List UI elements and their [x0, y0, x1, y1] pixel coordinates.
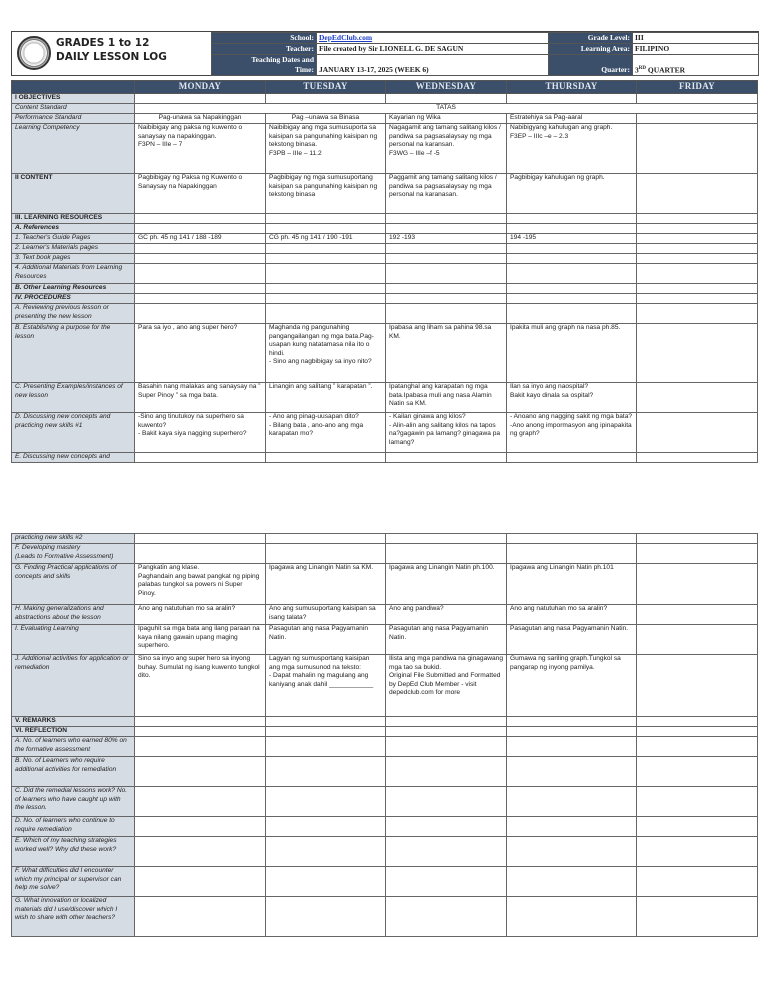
procedures-heading: IV. PROCEDURES — [12, 294, 135, 304]
proc-j-friday — [637, 655, 758, 717]
day-header-wednesday: WEDNESDAY — [386, 81, 507, 94]
tb-label: 3. Text book pages — [12, 254, 135, 264]
proc-i-thursday: Pasagutan ang nasa Pagyamanin Natin. — [507, 625, 637, 655]
proc-e-label-part1: E. Discussing new concepts and — [12, 453, 135, 463]
proc-d-wednesday: - Kailan ginawa ang kilos? - Alin-alin ang salitang kilos na tapos na?gagawin pa lamang? ginagawa pa lamang? — [386, 413, 507, 453]
quarter-label: Quarter: — [549, 55, 633, 76]
proc-h-friday — [637, 605, 758, 625]
references-heading: A. References — [12, 224, 135, 234]
content-monday: Pagbibigay ng Paksa ng Kuwento o Sanaysay na Napakinggan — [135, 174, 266, 214]
lesson-log-table-part2 — [11, 533, 758, 937]
proc-a-label: A. Reviewing previous lesson or presenting the new lesson — [12, 304, 135, 324]
proc-d-label: D. Discussing new concepts and practicing new skills #1 — [12, 413, 135, 453]
proc-b-monday: Para sa iyo , ano ang super hero? — [135, 324, 266, 383]
tg-friday — [637, 234, 758, 244]
proc-g-wednesday: Ipagawa ang Linangin Natin ph.100. — [386, 564, 507, 605]
quarter-value: 3RD QUARTER — [633, 55, 759, 76]
reflection-f-label: F. What difficulties did I encounter which my principal or supervisor can help me solve? — [12, 867, 135, 897]
content-label: II CONTENT — [12, 174, 135, 214]
proc-h-monday: Ano ang natutuhan mo sa aralin? — [135, 605, 266, 625]
tg-thursday: 194 -195 — [507, 234, 637, 244]
proc-g-label: G. Finding Practical applications of concepts and skills — [12, 564, 135, 605]
proc-b-friday — [637, 324, 758, 383]
lc-friday — [637, 124, 758, 174]
ps-monday: Pag-unawa sa Napakinggan — [135, 114, 266, 124]
dll-header — [11, 31, 759, 76]
logo-box — [12, 32, 212, 75]
tg-monday: GC ph. 45 ng 141 / 188 -189 — [135, 234, 266, 244]
content-thursday: Pagbibigay kahulugan ng graph. — [507, 174, 637, 214]
proc-e-label-part2: practicing new skills #2 — [12, 534, 135, 544]
lc-thursday: Nabibigyang kahulugan ang graph. F3EP – IIIc –e – 2.3 — [507, 124, 637, 174]
objectives-heading: I OBJECTIVES — [12, 94, 135, 104]
grade-value: III — [633, 33, 759, 44]
school-label: School: — [212, 33, 317, 44]
area-value: FILIPINO — [633, 44, 759, 55]
lm-label: 2. Learner's Materials pages — [12, 244, 135, 254]
reflection-e-label: E. Which of my teaching strategies worked well? Why did these work? — [12, 837, 135, 867]
deped-seal-icon — [17, 36, 51, 70]
header-info-table — [211, 32, 759, 76]
corner-header — [12, 81, 135, 94]
content-standard-value: TATAS — [135, 104, 758, 114]
proc-j-tuesday: Lagyan ng sumusportang kaisipan ang mga sumusunod na teksto: - Dapat mahalin ng magulang ang kaniyang anak dahil ____________ — [266, 655, 386, 717]
proc-i-friday — [637, 625, 758, 655]
proc-h-label: H. Making generalizations and abstractions about the lesson — [12, 605, 135, 625]
tg-tuesday: CG ph. 45 ng 141 / 190 -191 — [266, 234, 386, 244]
proc-c-thursday: Ilan sa inyo ang naospital? Bakit kayo dinala sa ospital? — [507, 383, 637, 413]
proc-d-monday: -Sino ang tinutukoy na superhero sa kuwento? - Bakit kaya siya nagging superhero? — [135, 413, 266, 453]
content-tuesday: Pagbibigay ng mga sumusuportang kaisipan sa pangunahing kaisipan ng tekstong binasa — [266, 174, 386, 214]
proc-b-label: B. Establishing a purpose for the lesson — [12, 324, 135, 383]
proc-c-wednesday: Ipatanghal ang karapatan ng mga bata.Ipabasa muli ang nasa Alamin Natin sa KM. — [386, 383, 507, 413]
proc-j-monday: Sino sa inyo ang super hero sa inyong buhay. Sumulat ng isang kuwento tungkol dito. — [135, 655, 266, 717]
title-line2: DAILY LESSON LOG — [56, 51, 167, 63]
area-label: Learning Area: — [549, 44, 633, 55]
proc-i-tuesday: Pasagutan ang nasa Pagyamanin Natin. — [266, 625, 386, 655]
grade-label: Grade Level: — [549, 33, 633, 44]
proc-d-tuesday: - Ano ang pinag-uusapan dito? - Bilang bata , ano-ano ang mga karapatan mo? — [266, 413, 386, 453]
school-value[interactable]: DepEdClub.com — [317, 33, 549, 44]
reflection-heading: VI. REFLECTION — [12, 727, 135, 737]
content-wednesday: Paggamit ang tamang salitang kilos / pandiwa sa pagsasalaysay ng mga personal na karanasan. — [386, 174, 507, 214]
proc-g-friday — [637, 564, 758, 605]
tg-wednesday: 192 -193 — [386, 234, 507, 244]
olr-label: B. Other Learning Resources — [12, 284, 135, 294]
ps-wednesday: Kayarian ng Wika — [386, 114, 507, 124]
proc-j-thursday: Gumawa ng sariling graph.Tungkol sa pangarap ng inyong pamilya. — [507, 655, 637, 717]
reflection-g-label: G. What innovation or localized materials did I use/discover which I wish to share with other teachers? — [12, 897, 135, 937]
dates-label: Teaching Dates and Time: — [212, 55, 317, 76]
proc-h-wednesday: Ano ang pandiwa? — [386, 605, 507, 625]
proc-c-label: C. Presenting Examples/instances of new lesson — [12, 383, 135, 413]
proc-h-thursday: Ano ang natutuhan mo sa aralin? — [507, 605, 637, 625]
resources-heading: III. LEARNING RESOURCES — [12, 214, 135, 224]
day-header-monday: MONDAY — [135, 81, 266, 94]
am-label: 4. Additional Materials from Learning Resources — [12, 264, 135, 284]
reflection-c-label: C. Did the remedial lessons work? No. of learners who have caught up with the lesson. — [12, 787, 135, 817]
day-header-tuesday: TUESDAY — [266, 81, 386, 94]
day-header-friday: FRIDAY — [637, 81, 758, 94]
proc-f-label: F. Developing mastery (Leads to Formative Assessment) — [12, 544, 135, 564]
dates-value: JANUARY 13-17, 2025 (WEEK 6) — [317, 55, 549, 76]
ps-thursday: Estratehiya sa Pag-aaral — [507, 114, 637, 124]
content-standard-label: Content Standard — [12, 104, 135, 114]
teacher-label: Teacher: — [212, 44, 317, 55]
remarks-heading: V. REMARKS — [12, 717, 135, 727]
proc-i-monday: Ipaguhit sa mga bata ang ilang paraan na kaya nilang gawain upang maging superhero. — [135, 625, 266, 655]
reflection-b-label: B. No. of Learners who require additional activities for remediation — [12, 757, 135, 787]
teacher-value: File created by Sir LIONELL G. DE SAGUN — [317, 44, 549, 55]
lc-monday: Naibibigay ang paksa ng kuwento o sanaysay na napakinggan. F3PN – IIIe – 7 — [135, 124, 266, 174]
lesson-log-table-part1 — [11, 80, 758, 463]
proc-c-friday — [637, 383, 758, 413]
proc-g-thursday: Ipagawa ang Linangin Natin ph.101 — [507, 564, 637, 605]
lc-wednesday: Nagagamit ang tamang salitang kilos / pandiwa sa pagsasalaysay ng mga personal na karansan. F3WG – IIIe –f -5 — [386, 124, 507, 174]
proc-b-thursday: Ipakita muli ang graph na nasa ph.85. — [507, 324, 637, 383]
proc-c-tuesday: Linangin ang salitang ” karapatan ”. — [266, 383, 386, 413]
content-friday — [637, 174, 758, 214]
proc-d-thursday: - Anoano ang nagging sakit ng mga bata? -Ano anong impormasyon ang ipinapakita ng graph? — [507, 413, 637, 453]
day-header-thursday: THURSDAY — [507, 81, 637, 94]
proc-j-label: J. Additional activities for application or remediation — [12, 655, 135, 717]
proc-b-wednesday: Ipabasa ang liham sa pahina 98.sa KM. — [386, 324, 507, 383]
learning-competency-label: Learning Competency — [12, 124, 135, 174]
proc-g-tuesday: Ipagawa ang Linangin Natin sa KM. — [266, 564, 386, 605]
reflection-a-label: A. No. of learners who earned 80% on the formative assessment — [12, 737, 135, 757]
proc-i-wednesday: Pasagutan ang nasa Pagyamanin Natin. — [386, 625, 507, 655]
title-line1: GRADES 1 to 12 — [56, 37, 150, 49]
proc-b-tuesday: Maghanda ng pangunahing pangangailangan ng mga bata.Pag-usapan kung natatamasa nila ito o hindi. - Sino ang nagbibigay sa inyo nito? — [266, 324, 386, 383]
proc-i-label: I. Evaluating Learning — [12, 625, 135, 655]
ps-friday — [637, 114, 758, 124]
reflection-d-label: D. No. of learners who continue to require remediation — [12, 817, 135, 837]
lc-tuesday: Naibibigay ang mga sumusuporta sa kaisipan sa pangunahing kaisipan ng tekstong binasa. F3PB – IIIe – 11.2 — [266, 124, 386, 174]
proc-c-monday: Basahin nang malakas ang sanaysay na ” Super Pinoy ” sa mga bata. — [135, 383, 266, 413]
ps-tuesday: Pag –unawa sa Binasa — [266, 114, 386, 124]
proc-g-monday: Pangkatin ang klase. Paghandain ang bawat pangkat ng piping palabas tungkol sa powers ni Super Pinoy. — [135, 564, 266, 605]
proc-d-friday — [637, 413, 758, 453]
proc-h-tuesday: Ano ang sumusuportang kaisipan sa isang talata? — [266, 605, 386, 625]
tg-label: 1. Teacher's Guide Pages — [12, 234, 135, 244]
proc-j-wednesday: Ilista ang mga pandiwa na ginagawang mga tao sa bukid. Original File Submitted and Formatted by DepEd Club Member - visit depedclub.com for more — [386, 655, 507, 717]
performance-standard-label: Performance Standard — [12, 114, 135, 124]
